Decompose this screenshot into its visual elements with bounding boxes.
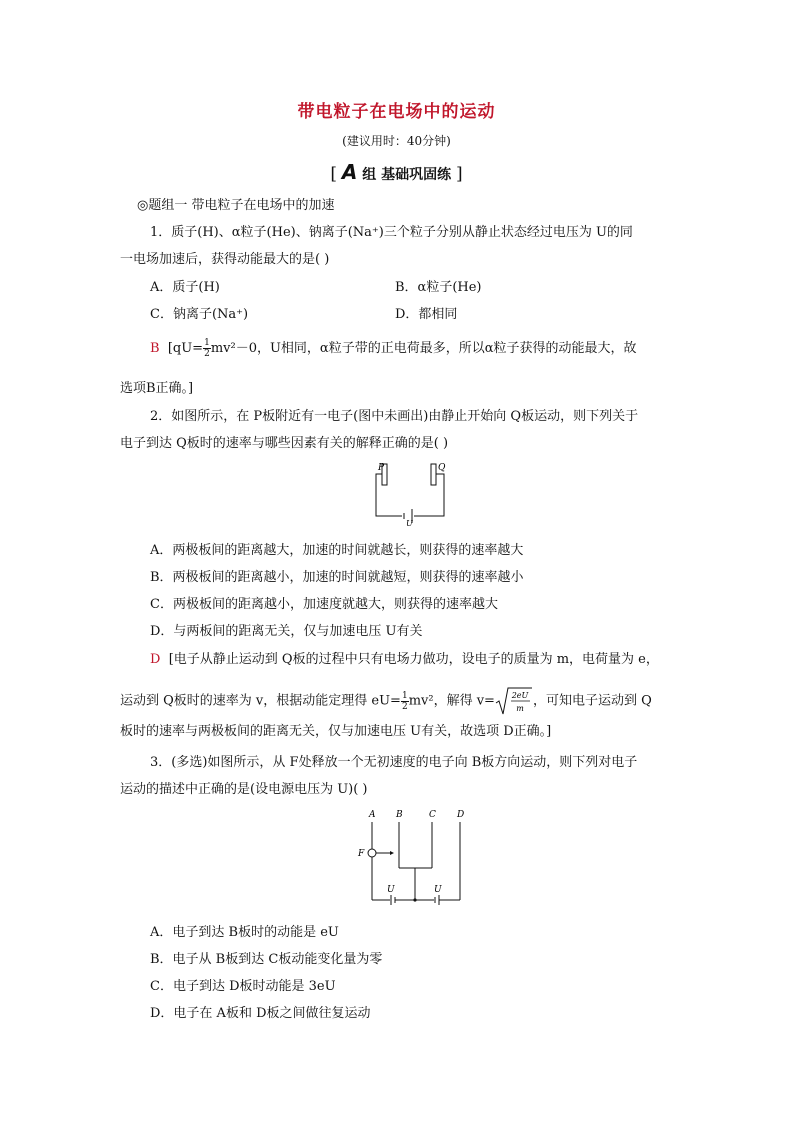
label-u-left: U bbox=[387, 885, 395, 895]
svg-text:2eU: 2eU bbox=[511, 691, 529, 700]
q2-option-d: D．与两板间的距离无关，仅与加速电压 U有关 bbox=[150, 624, 423, 639]
q1-explanation-line2: 选项B正确。] bbox=[120, 381, 194, 396]
q2-answer: D bbox=[150, 652, 161, 667]
group-heading bbox=[0, 160, 793, 184]
label-b: B bbox=[396, 810, 403, 820]
label-d: D bbox=[457, 810, 465, 820]
q2-option-c: C．两极板间的距离越小，加速度就越大，则获得的速率越大 bbox=[150, 597, 498, 612]
label-u: U bbox=[406, 519, 413, 526]
q1-stem-line2: 一电场加速后，获得动能最大的是( ) bbox=[120, 252, 330, 267]
q3-option-d: D．电子在 A板和 D板之间做往复运动 bbox=[150, 1006, 371, 1021]
q2-option-b: B．两极板间的距离越小，加速的时间就越短，则获得的速率越小 bbox=[150, 570, 524, 585]
q3-option-c: C．电子到达 D板时动能是 3eU bbox=[150, 979, 336, 994]
group-label: 组 基础巩固练 bbox=[362, 167, 452, 183]
group-bracket-right: ] bbox=[455, 164, 463, 184]
section-heading-1: ◎题组一 带电粒子在电场中的加速 bbox=[137, 198, 335, 213]
q2-explanation-line2: 运动到 Q板时的速率为 v，根据动能定理得 eU= $\frac{1}{2}mv^2$，解得 v= 2eU m ，可知电子运动到 Q bbox=[120, 686, 652, 716]
label-a: A bbox=[369, 810, 376, 820]
capacitor-circuit-diagram bbox=[368, 458, 452, 526]
q2-stem-line2: 电子到达 Q板时的速率与哪些因素有关的解释正确的是( ) bbox=[120, 436, 449, 451]
q1-option-d: D．都相同 bbox=[395, 307, 458, 322]
group-letter: A bbox=[341, 160, 358, 184]
q1-answer: B bbox=[150, 341, 160, 356]
group-bracket-left: [ bbox=[330, 164, 337, 184]
q1-option-a: A．质子(H) bbox=[150, 280, 220, 295]
label-f: F bbox=[358, 849, 365, 859]
q1-option-b: B．α粒子(He) bbox=[395, 280, 482, 295]
label-c: C bbox=[429, 810, 436, 820]
label-q: Q bbox=[438, 463, 446, 473]
q1-option-c: C．钠离子(Na⁺) bbox=[150, 307, 249, 322]
svg-text:m: m bbox=[516, 704, 524, 713]
fraction: $\frac{1}{2}$ bbox=[204, 338, 210, 359]
q3-option-b: B．电子从 B板到达 C板动能变化量为零 bbox=[150, 952, 383, 967]
q1-explanation-line1: B [qU= $\frac{1}{2}mv^2-0$，U相同，α粒子带的正电荷最多，所以α粒子获得的动能最大，故 bbox=[150, 338, 637, 359]
label-u-right: U bbox=[434, 885, 442, 895]
suggested-time: (建议用时：40分钟) bbox=[342, 134, 451, 148]
four-plate-circuit-diagram bbox=[354, 806, 472, 914]
q3-option-a: A．电子到达 B板时的动能是 eU bbox=[150, 925, 339, 940]
fraction: $\frac{1}{2}$ bbox=[401, 690, 408, 712]
label-p: P bbox=[378, 463, 385, 473]
q2-option-a: A．两极板间的距离越大，加速的时间就越长，则获得的速率越大 bbox=[150, 543, 524, 558]
q3-stem-line2: 运动的描述中正确的是(设电源电压为 U)( ) bbox=[120, 782, 368, 797]
q2-explanation-line3: 板时的速率与两极板间的距离无关，仅与加速电压 U有关，故选项 D正确。] bbox=[120, 724, 552, 739]
q2-explanation-line1: D [电子从静止运动到 Q板的过程中只有电场力做功，设电子的质量为 m，电荷量为 e， bbox=[150, 652, 659, 667]
square-root bbox=[495, 686, 533, 716]
q3-stem-line1: 3．(多选)如图所示，从 F处释放一个无初速度的电子向 B板方向运动，则下列对电子 bbox=[150, 755, 638, 770]
q1-stem-line1: 1．质子(H)、α粒子(He)、钠离子(Na⁺)三个粒子分别从静止状态经过电压为 U的同 bbox=[150, 225, 633, 240]
page-title: 带电粒子在电场中的运动 bbox=[297, 102, 496, 122]
q2-stem-line1: 2．如图所示，在 P板附近有一电子(图中未画出)由静止开始向 Q板运动，则下列关于 bbox=[150, 409, 639, 424]
